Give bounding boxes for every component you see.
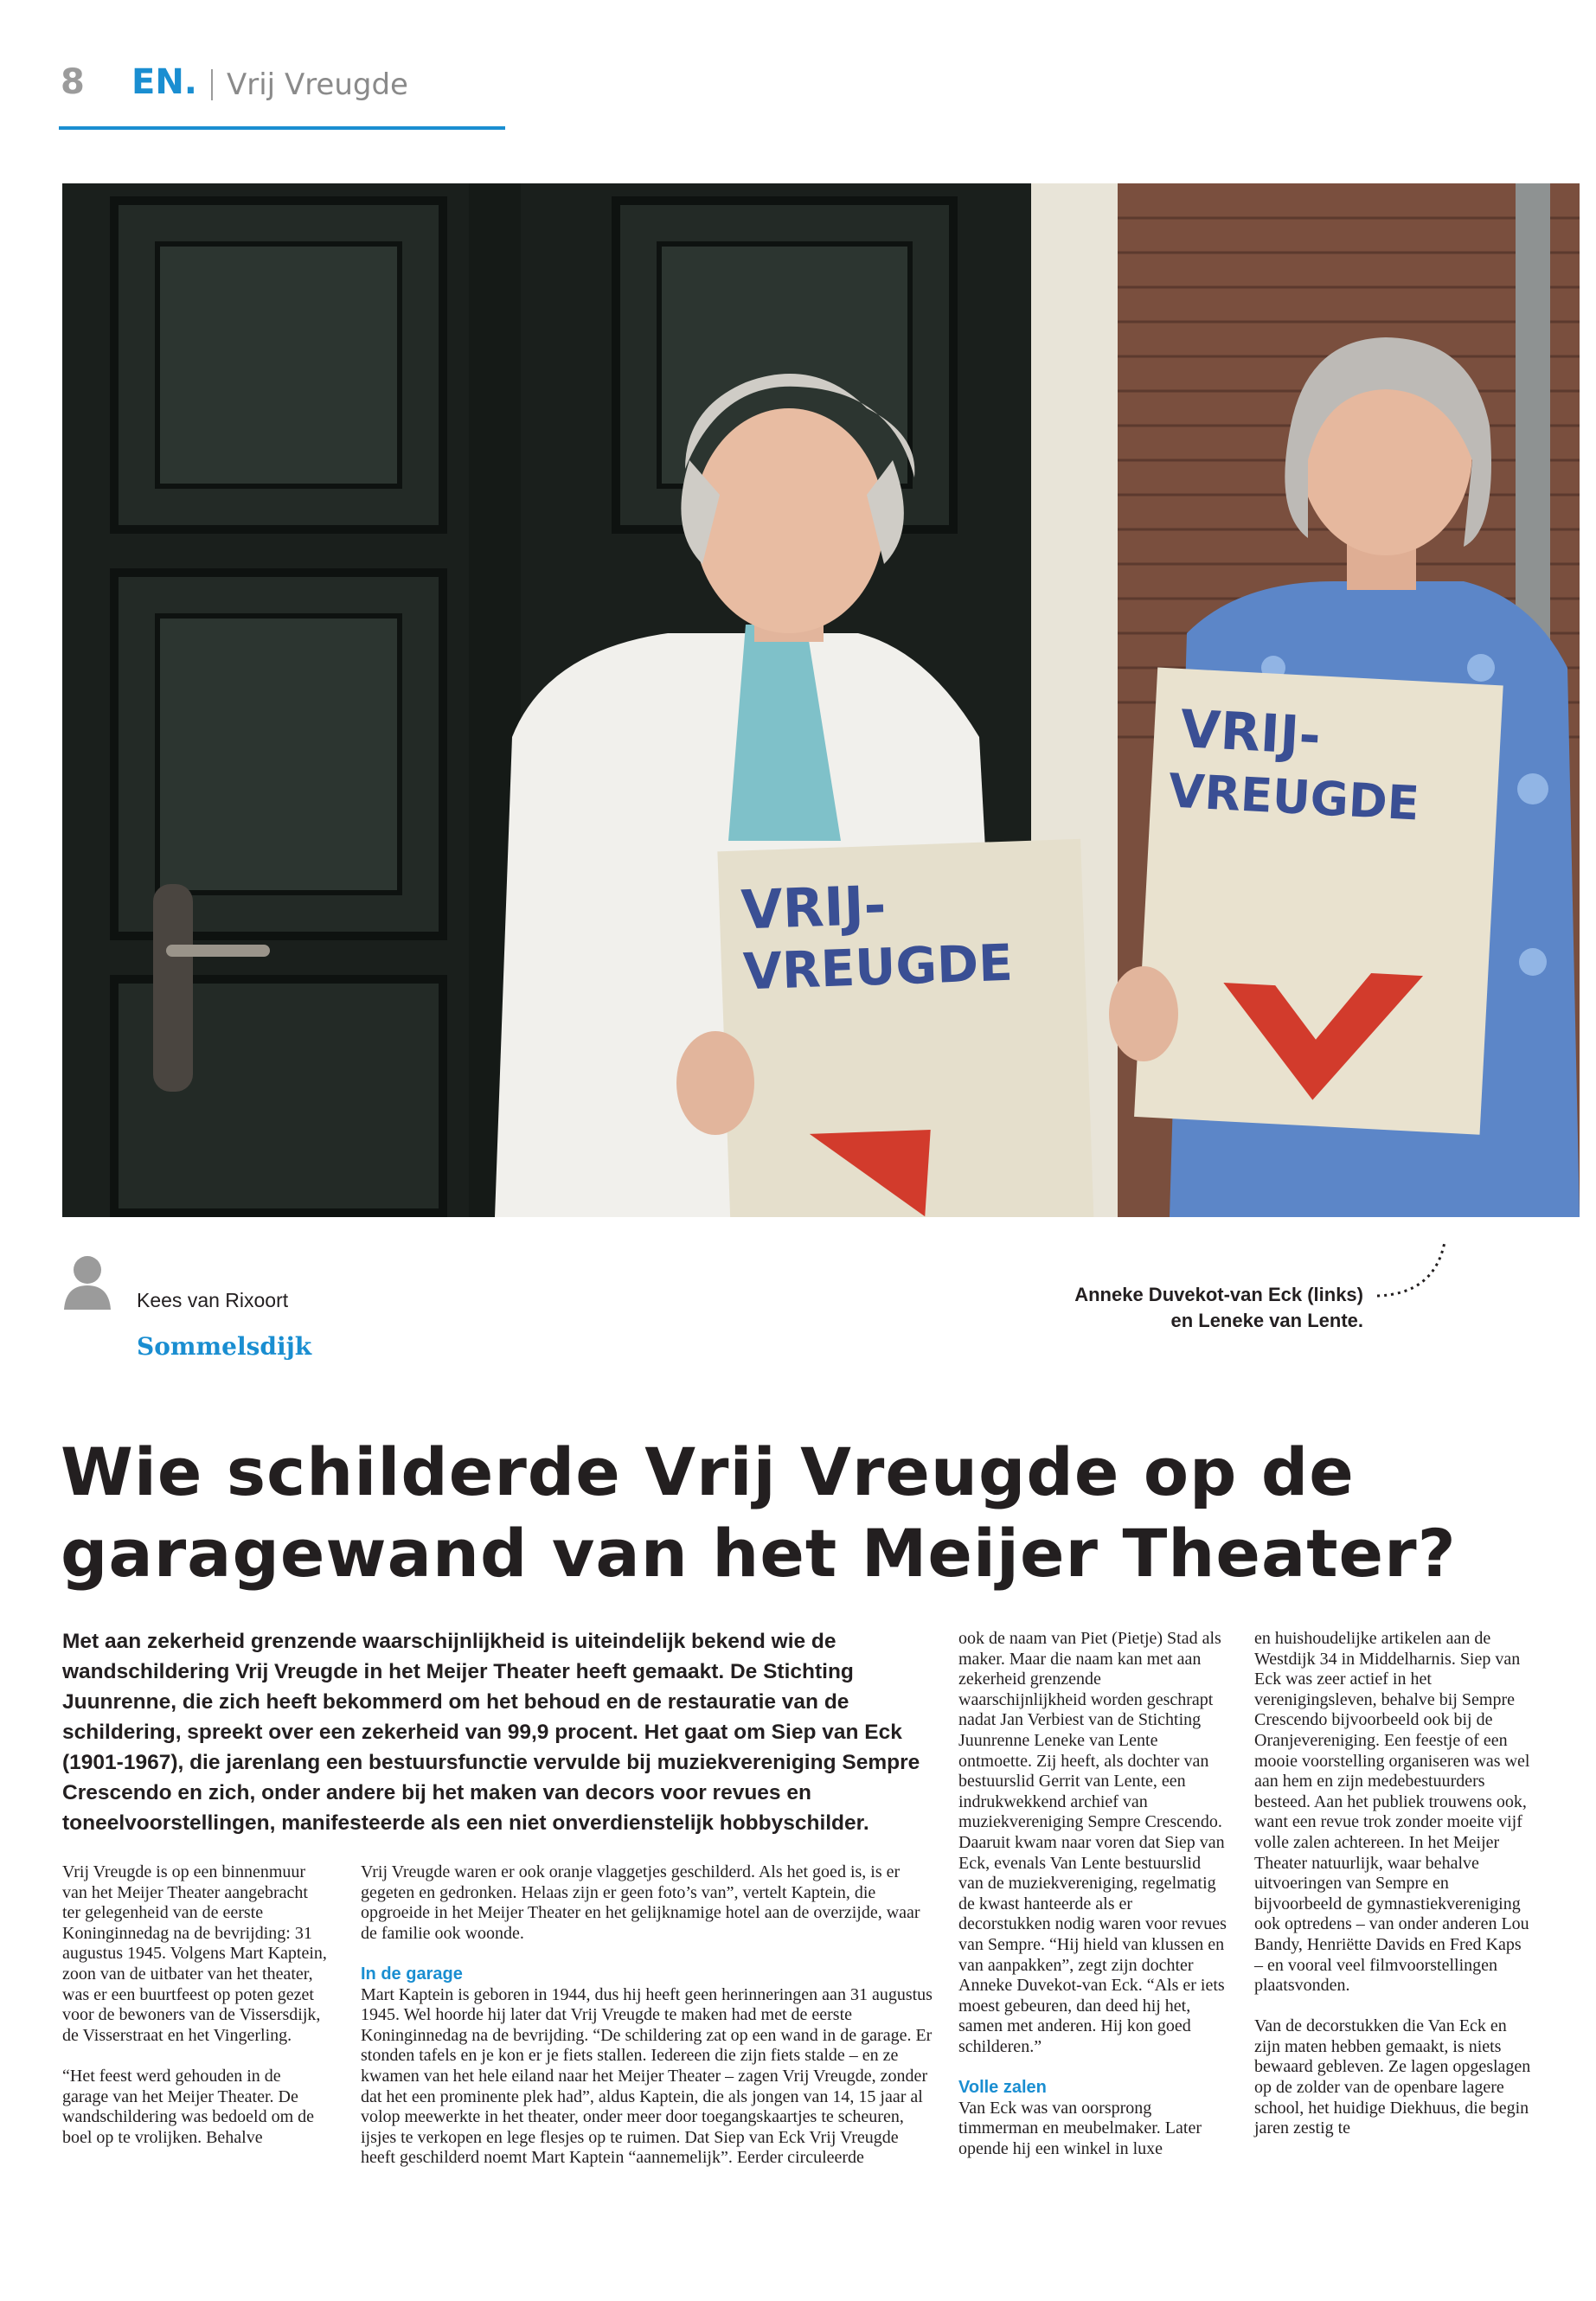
author-icon [62,1254,112,1310]
poster-left [717,839,1094,1217]
paragraph: Vrij Vreugde waren er ook oranje vlaggetjes geschilderd. Als het goed is, is er gegeten en gedronken. Helaas zijn er geen foto’s van”, vertelt Kaptein, die opgroeide in het Meijer Theater en het gelijknamige hotel aan de overzijde, waar de familie ook woonde. [361,1862,920,1943]
poster-right [1134,668,1503,1135]
paragraph: Mart Kaptein is geboren in 1944, dus hij heeft geen herinneringen aan 31 augustus 1945. Wel hoorde hij later dat Vrij Vreugde te maken had met de eerste Koninginnedag na de bevrijding. “De schildering zat op een wand in de garage. Er stonden tafels en je kon er je fiets stallen. Iedereen die zijn fiets stalde – en ze kwamen van het hele eiland naar het Meijer Theater – zagen Vrij Vreugde, zonder dat het een prominente plek had”, aldus Kaptein, die als jongen van 14, 15 jaar al volop meewerkte in het theater, onder meer door toegangskaartjes te scheuren, ijsjes te verkopen en lege flesjes op te ruimen. Dat Siep van Eck Vrij Vreugde heeft geschilderd noemt Mart Kaptein “aannemelijk”. Eerder circuleerde [361,1984,933,2168]
paragraph: “Het feest werd gehouden in de garage van het Meijer Theater. De wandschildering was bedoeld om de boel op te vrolijken. Behalve [62,2066,315,2147]
paragraph: Van Eck was van oorsprong timmerman en meubelmaker. Later opende hij een winkel in luxe [958,2098,1202,2158]
poster-left-line2: VREUGDE [742,933,1014,1002]
subheading-in-de-garage: In de garage [361,1964,463,1984]
caption-line1: Anneke Duvekot-van Eck (links) [1074,1284,1363,1305]
caption-line2: en Leneke van Lente. [1170,1310,1363,1331]
body-column-4 [1254,1629,1533,2159]
en-logo [131,62,197,99]
body-column-1 [62,1862,330,2169]
page-number: 8 [61,62,85,102]
logo-text: EN. [131,62,197,99]
header-separator [211,69,213,100]
section-title: Vrij Vreugde [227,67,408,102]
article-photo [62,183,1580,1217]
author-name: Kees van Rixoort [137,1289,289,1311]
paragraph: ook de naam van Piet (Pietje) Stad als maker. Maar die naam kan met aan zekerheid grenzende waarschijnlijkheid worden geschrapt nadat Jan Verbiest van de Stichting Juunrenne Leneke van Lente ontmoette. Zij heeft, als dochter van bestuurslid Gerrit van Lente, een indrukwekkend archief van muziekvereniging Sempre Crescendo. Daaruit kwam naar voren dat Siep van Eck, evenals Van Lente bestuurslid van de muziekvereniging, regelmatig de kwast hanteerde als er decorstukken nodig waren voor revues van Sempre. “Hij hield van klussen en van aanpakken”, zegt zijn dochter Anneke Duvekot-van Eck. “Als er iets moest gebeuren, dan deed hij het, samen met anderen. Hij kon goed schilderen.” [958,1629,1227,2056]
poster-right-line2: VREUGDE [1167,763,1421,831]
subheading-volle-zalen: Volle zalen [958,2078,1047,2098]
door-handle [153,884,193,1092]
lead-paragraph: Met aan zekerheid grenzende waarschijnlijkheid is uiteindelijk bekend wie de wandschildering Vrij Vreugde in het Meijer Theater heeft gemaakt. De Stichting Juunrenne, die zich heeft bekommerd om het behoud en de restauratie van de schildering, spreekt over een zekerheid van 99,9 procent. Het gaat om Siep van Eck (1901-1967), die jarenlang een bestuursfunctie vervulde bij muziekvereniging Sempre Crescendo en zich, onder andere bij het maken van decors voor revues en toneelvoorstellingen, manifesteerde als een niet onverdienstelijk hobbyschilder. [62,1630,920,1835]
header-rule [59,126,505,130]
caption-pointer-icon [1374,1237,1460,1306]
poster-right-line1: VRIJ- [1178,699,1323,767]
body-column-2 [361,1862,933,2189]
body-column-3 [958,1629,1228,2180]
paragraph: en huishoudelijke artikelen aan de Westdijk 34 in Middelharnis. Siep van Eck was zeer actief in het verenigingsleven, behalve bij Sempre Crescendo bijvoorbeeld ook bij de Oranjevereniging. Een feestje of een mooie voorstelling organiseren was wel aan hem en zijn medebestuurders besteed. Aan het publiek trouwens ook, want een revue trok zonder moeite vijf volle zalen achtereen. In het Meijer Theater natuurlijk, waar behalve uitvoeringen van Sempre en bijvoorbeeld de gymnastiekvereniging ook optredens – van onder anderen Lou Bandy, Henriëtte Davids en Fred Kaps – en vooral veel filmvoorstellingen plaatsvonden. [1254,1629,1530,1996]
poster-left-line1: VRIJ- [740,873,888,942]
dateline-place: Sommelsdijk [137,1332,312,1361]
paragraph: Vrij Vreugde is op een binnenmuur van het Meijer Theater aangebracht ter gelegenheid van de eerste Koninginnedag na de bevrijding: 31 augustus 1945. Volgens Mart Kaptein, zoon van de uitbater van het theater, was er een buurtfeest op poten gezet voor de bewoners van de Vissersdijk, de Visserstraat en het Vingerling. [62,1862,327,2045]
paragraph: Van de decorstukken die Van Eck en zijn maten hebben gemaakt, is niets bewaard gebleven. Ze lagen opgeslagen op de zolder van de openbare lagere school, het huidige Diekhuus, die begin jaren zestig te [1254,2016,1531,2138]
photo-caption [952,1282,1363,1334]
headline: Wie schilderde Vrij Vreugde op de garagewand van het Meijer Theater? [61,1433,1457,1592]
